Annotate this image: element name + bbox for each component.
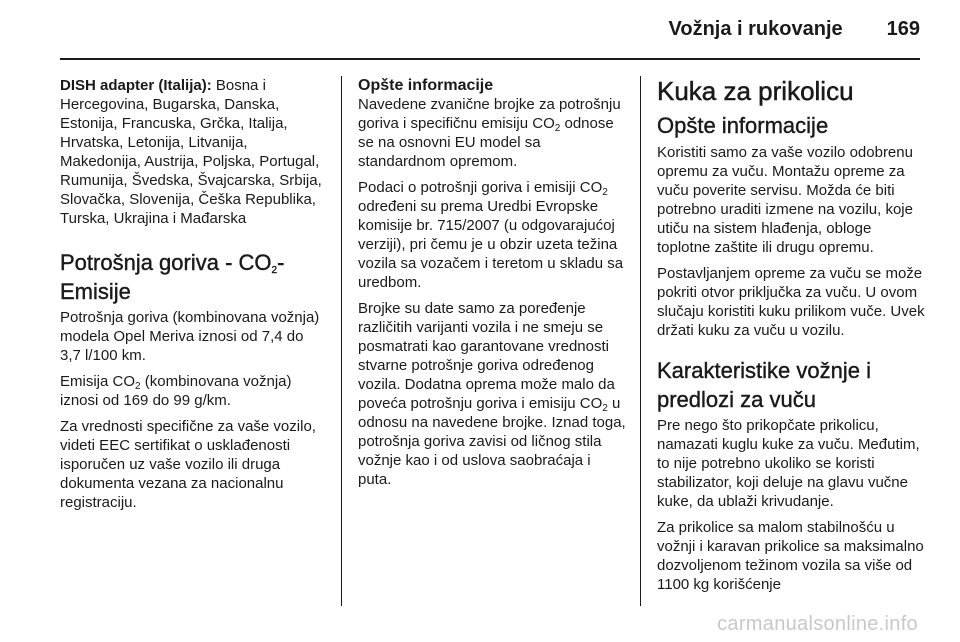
official-text-b: odnose se na osnovni EU model sa standardnom opremom.: [358, 115, 614, 170]
watermark: carmanualsonline.info: [717, 613, 918, 635]
general-info-heading: Opšte informacije: [358, 77, 494, 94]
regulation-paragraph: [358, 178, 626, 292]
comparison-paragraph: [358, 299, 626, 489]
comparison-text-b: u odnosu na navedene brojke. Iznad toga, potrošnja goriva zavisi od ličnog stila vožnje kao i od uslova saobraćaja i puta.: [358, 395, 626, 488]
heading-text-a: Potrošnja goriva - CO: [60, 250, 272, 275]
page-number: 169: [886, 18, 920, 40]
comparison-text-a: Brojke su date samo za poređenje različitih varijanti vozila i ne smeju se posmatrati kao garantovane vrednosti stvarne potrošnje goriva određenog vozila. Dodatna oprema može malo da poveća potrošnju goriva i emisiju CO: [358, 300, 615, 412]
emission-paragraph: [60, 372, 324, 410]
column-divider-2: [640, 76, 641, 606]
emission-text-a: Emisija CO: [60, 373, 136, 390]
column-1: [60, 76, 324, 519]
page-header: [60, 18, 920, 48]
driving-characteristics-heading: Karakteristike vožnje i predlozi za vuču: [657, 358, 871, 412]
comparison-subscript: 2: [602, 403, 608, 414]
official-text-a: Navedene zvanične brojke za potrošnju goriva i specifičnu emisiju CO: [358, 96, 621, 132]
regulation-text-b: određeni su prema Uredbi Evropske komisije br. 715/2007 (u odgovarajućoj verziji), pri čemu je u obzir uzeta težina vozila sa vozačem i teretom u skladu sa uredbom.: [358, 198, 624, 291]
emission-subscript: 2: [135, 381, 141, 392]
regulation-subscript: 2: [602, 187, 608, 198]
section-title: Vožnja i rukovanje: [668, 18, 843, 40]
towbar-approved-paragraph: Koristiti samo za vaše vozilo odobrenu opremu za vuču. Montažu opreme za vuču poverite servisu. Možda će biti potrebno uraditi izmene na vozilu, koje utiču na sistem hlađenja, obloge toplotne zaštite ili drugu opremu.: [657, 144, 913, 256]
consumption-paragraph: Potrošnja goriva (kombinovana vožnja) modela Opel Meriva iznosi od 7,4 do 3,7 l/100 km.: [60, 309, 320, 364]
fuel-consumption-heading: [60, 248, 324, 306]
column-2: [358, 76, 626, 496]
hitch-grease-paragraph: Pre nego što prikopčate prikolicu, namazati kuglu kuke za vuču. Međutim, to nije potrebno ukoliko se koristi stabilizator, koji deluje na glavu vučne kuke, da ublaži krivudanje.: [657, 417, 920, 510]
towbar-general-heading: Opšte informacije: [657, 113, 829, 138]
heading-text-b: -Emisije: [60, 250, 285, 304]
column-divider-1: [341, 76, 342, 606]
heading-subscript: 2: [271, 265, 278, 276]
trailer-stability-paragraph: Za prikolice sa malom stabilnošću u vožnji i karavan prikolice sa maksimalno dozvoljenom težinom vozila sa više od 1100 kg korišćenje: [657, 519, 924, 593]
emission-text-b: (kombinovana vožnja) iznosi od 169 do 99 g/km.: [60, 373, 292, 409]
towbar-cover-paragraph: Postavljanjem opreme za vuču se može pokriti otvor priključka za vuču. U ovom slučaju koristiti kuku prilikom vuče. Uvek držati kuku za vuču u vozilu.: [657, 265, 925, 339]
dish-adapter-label: DISH adapter (Italija):: [60, 77, 212, 94]
official-figures-paragraph: [358, 95, 626, 171]
dish-adapter-paragraph: [60, 76, 324, 228]
official-subscript: 2: [554, 123, 561, 134]
dish-adapter-countries: Bosna i Hercegovina, Bugarska, Danska, Estonija, Francuska, Grčka, Italija, Hrvatska, Letonija, Litvanija, Makedonija, Austrija, Poljska, Portugal, Rumunija, Švedska, Švajcarska, Srbija, Slovačka, Slovenija, Češka Republika, Turska, Ukrajina i Mađarska: [60, 77, 322, 227]
towbar-chapter-heading: Kuka za prikolicu: [657, 76, 854, 106]
column-3: [657, 76, 927, 601]
header-rule: [60, 58, 920, 60]
certificate-paragraph: Za vrednosti specifične za vaše vozilo, videti EEC sertifikat o usklađenosti isporučen uz vaše vozilo ili druga dokumenta vezana za nacionalnu registraciju.: [60, 418, 316, 511]
regulation-text-a: Podaci o potrošnji goriva i emisiji CO: [358, 179, 603, 196]
